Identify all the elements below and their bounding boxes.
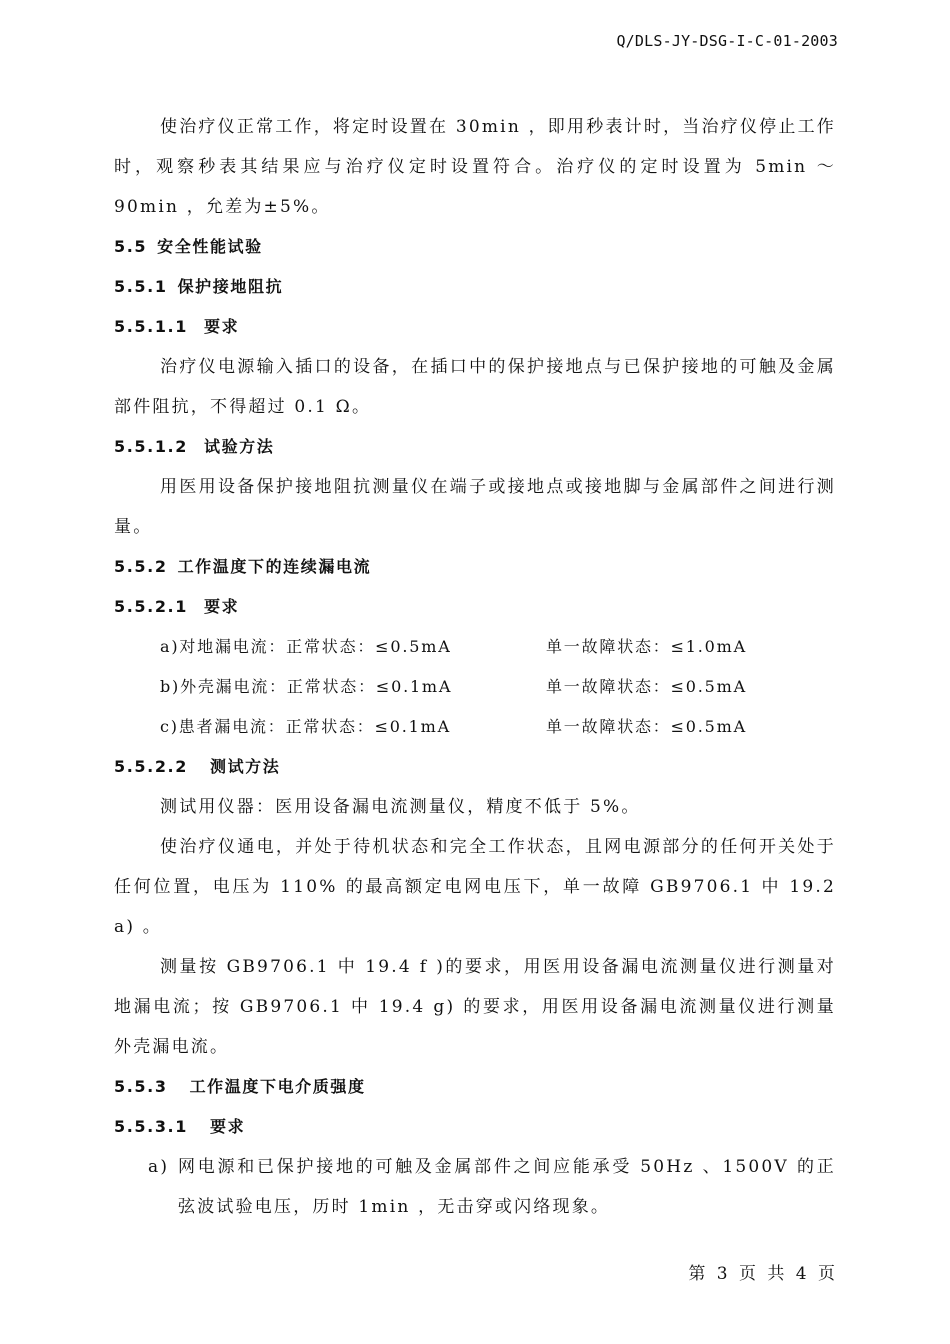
heading-title: 要求 <box>203 597 240 616</box>
leakage-row-earth <box>114 627 836 667</box>
leakage-fault: 单一故障状态：≤0.5mA <box>546 677 747 696</box>
document-body <box>114 107 836 1227</box>
heading-number: 5.5.2 <box>114 557 168 576</box>
heading-5-5-3-1 <box>114 1107 836 1147</box>
leakage-row-enclosure <box>114 667 836 707</box>
heading-title: 保护接地阻抗 <box>177 277 284 296</box>
heading-5-5-1-1 <box>114 307 836 347</box>
leakage-fault: 单一故障状态：≤0.5mA <box>546 717 747 736</box>
heading-title: 安全性能试验 <box>157 237 263 256</box>
heading-number: 5.5.1 <box>114 277 168 296</box>
paragraph-timer: 使治疗仪正常工作，将定时设置在 30min ，即用秒表计时，当治疗仪停止工作时，观察秒表其结果应与治疗仪定时设置符合。治疗仪的定时设置为 5min ～90min ，允差为±5%。 <box>114 117 836 217</box>
heading-5-5-1-2 <box>114 427 836 467</box>
heading-title: 工作温度下电介质强度 <box>189 1077 366 1096</box>
heading-5-5-2-1 <box>114 587 836 627</box>
item-marker: a) <box>148 1157 170 1177</box>
heading-5-5-1 <box>114 267 836 307</box>
paragraph-instrument: 测试用仪器：医用设备漏电流测量仪，精度不低于 5%。 <box>160 797 641 817</box>
requirement-item-a <box>114 1147 836 1227</box>
leakage-row-patient <box>114 707 836 747</box>
leakage-normal: b)外壳漏电流：正常状态：≤0.1mA <box>160 677 453 696</box>
heading-title: 测试方法 <box>209 757 281 776</box>
heading-number: 5.5.2.2 <box>114 757 188 776</box>
paragraph-power-condition: 使治疗仪通电，并处于待机状态和完全工作状态，且网电源部分的任何开关处于任何位置，电压为 110% 的最高额定电网电压下，单一故障 GB9706.1 中 19.2 a) 。 <box>114 837 836 937</box>
heading-5-5-3 <box>114 1067 836 1107</box>
page-number: 第 3 页 共 4 页 <box>688 1264 838 1284</box>
leakage-normal: c)患者漏电流：正常状态：≤0.1mA <box>160 717 451 736</box>
heading-title: 要求 <box>209 1117 246 1136</box>
paragraph-ground-method: 用医用设备保护接地阻抗测量仪在端子或接地点或接地脚与金属部件之间进行测量。 <box>114 477 836 537</box>
heading-number: 5.5.3.1 <box>114 1117 188 1136</box>
heading-title: 要求 <box>203 317 240 336</box>
heading-5-5-2 <box>114 547 836 587</box>
heading-number: 5.5.2.1 <box>114 597 188 616</box>
heading-5-5 <box>114 227 836 267</box>
heading-number: 5.5.1.1 <box>114 317 188 336</box>
document-code: Q/DLS-JY-DSG-I-C-01-2003 <box>616 32 838 50</box>
heading-title: 试验方法 <box>203 437 275 456</box>
paragraph-ground-requirement: 治疗仪电源输入插口的设备，在插口中的保护接地点与已保护接地的可触及金属部件阻抗，不得超过 0.1 Ω。 <box>114 357 836 417</box>
heading-number: 5.5.3 <box>114 1077 168 1096</box>
leakage-normal: a)对地漏电流：正常状态：≤0.5mA <box>160 637 452 656</box>
item-text: 网电源和已保护接地的可触及金属部件之间应能承受 50Hz 、1500V 的正弦波试验电压，历时 1min ，无击穿或闪络现象。 <box>178 1157 836 1217</box>
heading-number: 5.5 <box>114 237 148 256</box>
heading-number: 5.5.1.2 <box>114 437 188 456</box>
heading-title: 工作温度下的连续漏电流 <box>177 557 372 576</box>
paragraph-measurement: 测量按 GB9706.1 中 19.4 f )的要求，用医用设备漏电流测量仪进行测量对地漏电流；按 GB9706.1 中 19.4 g) 的要求，用医用设备漏电流测量仪进行测量外壳漏电流。 <box>114 957 836 1057</box>
heading-5-5-2-2 <box>114 747 836 787</box>
leakage-fault: 单一故障状态：≤1.0mA <box>546 637 747 656</box>
